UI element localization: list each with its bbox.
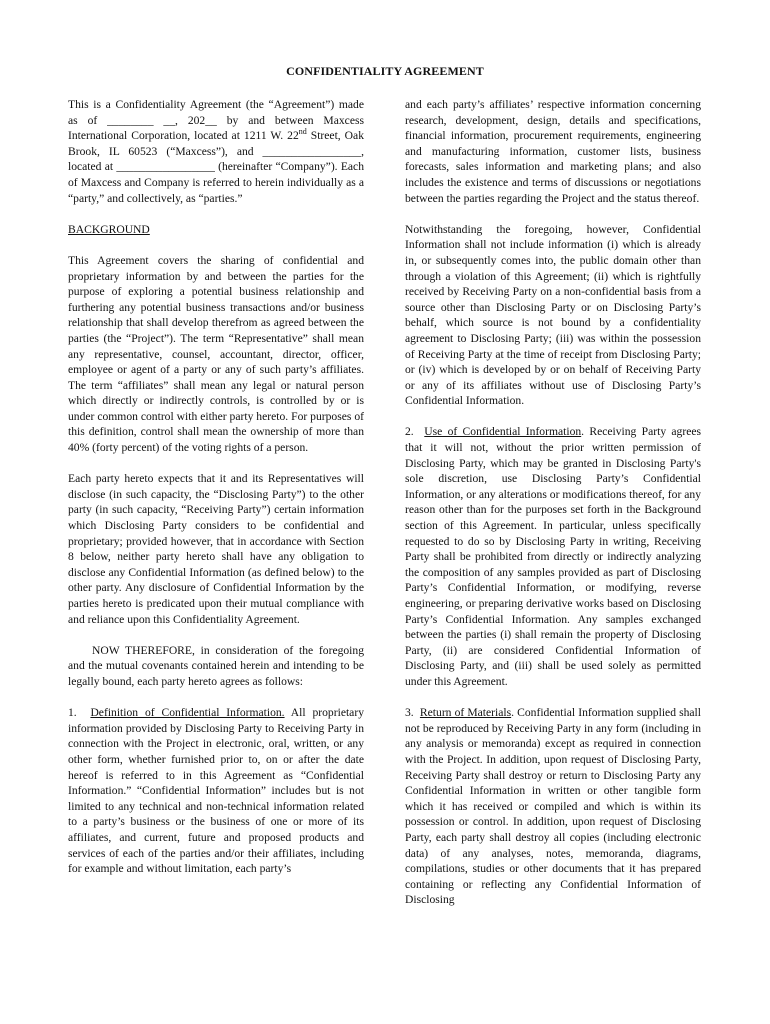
section-2-heading: Use of Confidential Information	[424, 425, 582, 439]
section-3-number: 3.	[405, 706, 414, 720]
document-title: CONFIDENTIALITY AGREEMENT	[286, 64, 484, 78]
now-therefore-paragraph: NOW THEREFORE, in consideration of the foregoing and the mutual covenants contained herein and intending to be legally bound, each party hereto agrees as follows:	[68, 643, 364, 688]
section-1-number: 1.	[68, 706, 77, 720]
intro-text-1: This is a Confidentiality Agreement (the “Agreement”) made as of ________ __, 202__ by and between Maxcess International Corporation, located at 1211 W. 22	[68, 98, 364, 143]
notwithstanding-paragraph: Notwithstanding the foregoing, however, Confidential Information shall not include information (i) which is already in, or subsequently comes into, the public domain other than through a violation of this Agreement; (ii) which is rightfully received by Receiving Party on a non-confidential basis from a source other than Disclosing Party or on Disclosing Party’s behalf, which source is not bound by a confidentiality agreement to Disclosing Party; (iii) was within the possession of Receiving Party at the time of receipt from Disclosing Party; or (iv) which is developed by or on behalf of Receiving Party or any of its affiliates without use of Disclosing Party’s Confidential Information.	[405, 222, 701, 408]
background-paragraph-1: This Agreement covers the sharing of confidential and proprietary information by and between the parties for the purpose of exploring a potential business relationship and furthering any potential business transactions and/or business relationship that shall develop therefrom as agreed between the parties (the “Project”). The term “Representative” shall mean any representative, counsel, accountant, director, officer, employee or agent of a party or any of such party’s affiliates. The term “affiliates” shall mean any legal or natural person which directly or indirectly controls, is controlled by or is under common control with either party hereto. For purposes of this definition, control shall mean the ownership of more than 40% (forty percent) of the voting rights of a person.	[68, 253, 364, 455]
left-column	[68, 97, 364, 892]
section-3-text: . Confidential Information supplied shall not be reproduced by Receiving Party in any form (including in any analysis or memoranda) except as required in connection with the Project. In addition, upon request of Disclosing Party, Receiving Party shall destroy or return to Disclosing Party any Confidential Information in written or other tangible form which it has received or compiled and which is within its possession or control. In addition, upon request of Disclosing Party, each party shall destroy all copies (including electronic data) of any analyses, notes, memoranda, diagrams, compilations, studies or other documents that it has prepared containing or reflecting any Confidential Information of Disclosing	[405, 706, 701, 907]
intro-superscript: nd	[298, 127, 307, 137]
right-column	[405, 97, 701, 923]
intro-text-2: Street, Oak Brook, IL 60523 (“Maxcess”), and _________________, located at _________________ (hereinafter “Company”). Each of Maxcess and Company is referred to herein individually as a “party,” and collectively, as “parties.”	[68, 129, 364, 205]
section-1-text: All proprietary information provided by Disclosing Party to Receiving Party in connection with the Project in electronic, oral, written, or any other form, whether furnished prior to, on or after the date hereof is referred to in this Agreement as “Confidential Information.” “Confidential Information” includes but is not limited to any technical and non-technical information related to a party’s business or the business of one or more of its affiliates, and current, future and proposed products and services of each of the parties and/or their affiliates, including for example and without limitation, each party’s	[68, 706, 364, 876]
section-1-paragraph	[68, 705, 364, 877]
section-2-number: 2.	[405, 425, 414, 439]
section-2-paragraph	[405, 424, 701, 689]
section-2-text: . Receiving Party agrees that it will not, without the prior written permission of Disclosing Party, which may be granted in Disclosing Party's sole discretion, use Disclosing Party’s Confidential Information, or any alterations or modifications thereof, for any reason other than for the purposes set forth in the Background section of this Agreement. In particular, unless specifically requested to do so by Disclosing Party in writing, Receiving Party shall be prohibited from directly or indirectly analyzing the composition of any samples provided as part of Disclosing Party’s Confidential Information, or modifying, reverse engineering, or preparing derivative works based on Disclosing Party’s Confidential Information. Any samples exchanged between the parties (i) shall remain the property of Disclosing Party, (ii) are considered Confidential Information of Disclosing Party, and (iii) shall be used solely as permitted under this Agreement.	[405, 425, 702, 688]
section-3-paragraph	[405, 705, 701, 908]
background-paragraph-2: Each party hereto expects that it and its Representatives will disclose (in such capacity, the “Disclosing Party”) to the other party (in such capacity, “Receiving Party”) certain information which Disclosing Party considers to be confidential and proprietary; provided however, that in accordance with Section 8 below, neither party hereto shall have any obligation to disclose any Confidential Information (as defined below) to the other party. Any disclosure of Confidential Information by the parties hereto is predicated upon their mutual compliance with and reliance upon this Confidentiality Agreement.	[68, 472, 364, 626]
section-1-heading: Definition of Confidential Information.	[90, 706, 285, 720]
intro-paragraph	[68, 97, 364, 206]
section-3-heading: Return of Materials	[419, 706, 512, 720]
background-heading: BACKGROUND	[68, 222, 150, 236]
section-1-continued: and each party’s affiliates’ respective information concerning research, development, design, details and specifications, financial information, procurement requirements, engineering and manufacturing information, customer lists, business forecasts, sales information and marketing plans; and also includes the existence and terms of discussions or negotiations between the parties regarding the Project and the status thereof.	[405, 98, 701, 205]
